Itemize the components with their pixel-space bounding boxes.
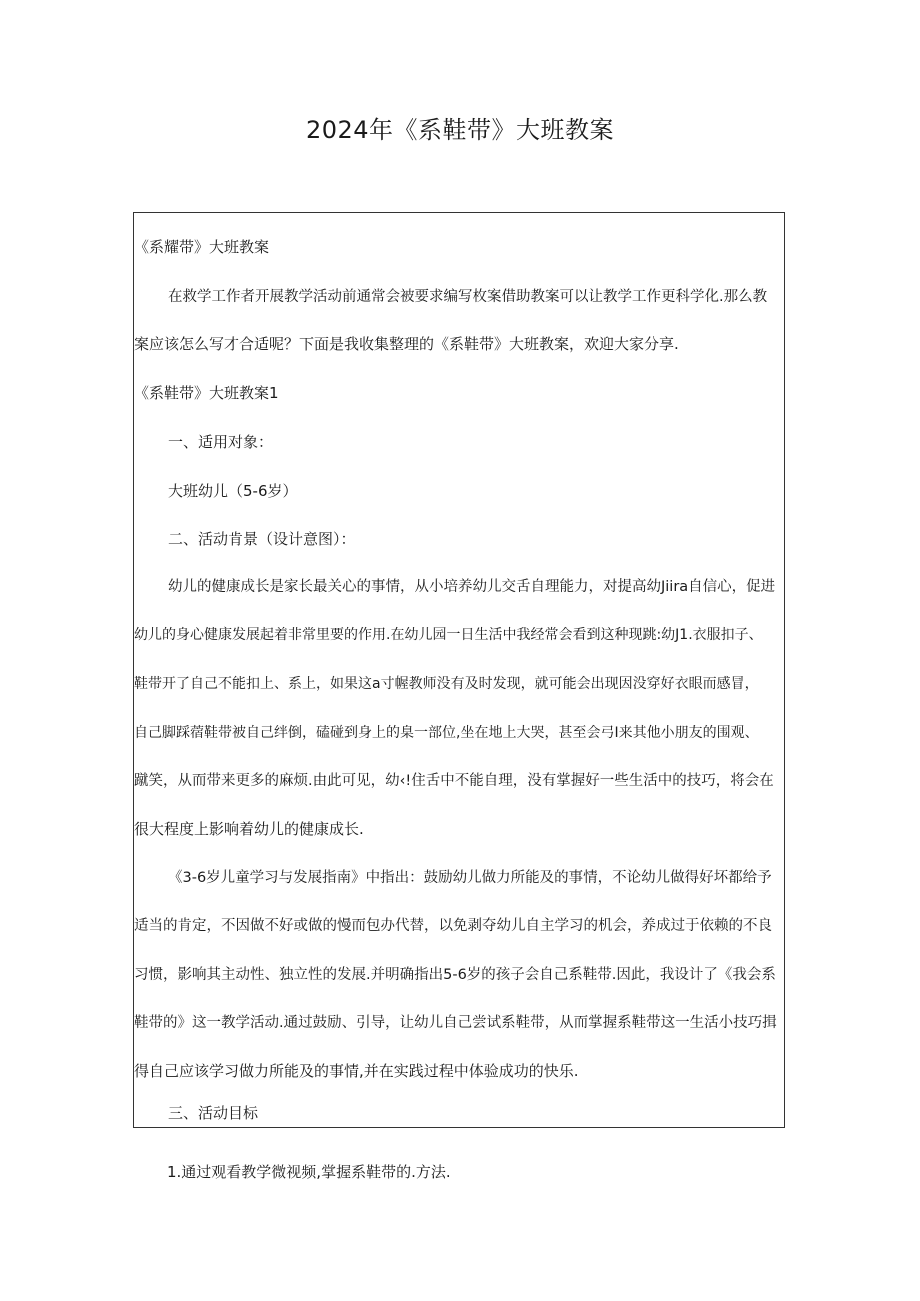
intro-paragraph-line-1: 在救学工作者开展教学活动前通常会被要求编写枚案借助教案可以让教学工作更科学化.那么教 xyxy=(168,289,768,305)
page-title: 2024年《系鞋带》大班教案 xyxy=(305,116,615,144)
guide-paragraph-line: 鞋带的》这一教学活动.通过鼓励、引导，让幼儿自己尝试系鞋带，从而掌握系鞋带这一生活小技巧揖 xyxy=(134,1015,777,1031)
guide-paragraph-line: 适当的肯定，不因做不好或做的慢而包办代替，以免剥夺幼儿自主学习的机会，养成过于依赖的不良 xyxy=(134,918,772,934)
item-1-value: 大班幼儿（5-6岁） xyxy=(168,482,298,500)
guide-paragraph-line: 习惯，影响其主动性、独立性的发展.并明确指出5-6岁的孩子会自己系鞋带.因此，我设计了《我会系 xyxy=(134,967,776,983)
item-2-heading: 二、活动肯景（设计意图）： xyxy=(168,530,356,548)
lesson-plan-box xyxy=(133,212,785,1128)
intro-paragraph-line-2: 案应该怎么写才合适呢？下面是我收集整理的《系鞋带》大班教案，欢迎大家分享. xyxy=(134,335,679,353)
item-1-heading: 一、适用对象： xyxy=(168,433,274,451)
section-1-heading: 《系鞋带》大班教案1 xyxy=(134,384,279,402)
background-paragraph-line: 蹴笑，从而带来更多的麻烦.由此可见，幼‹!住舌中不能自理，没有掌握好一些生活中的技巧，将会在 xyxy=(134,773,774,789)
intro-heading: 《系耀带》大班教案 xyxy=(134,238,270,256)
guide-paragraph-line: 《3-6岁儿童学习与发展指南》中指出：鼓励幼儿做力所能及的事情，不论幼儿做得好坏都给予 xyxy=(168,870,772,886)
item-3-heading: 三、活动目标 xyxy=(168,1104,259,1122)
background-paragraph-line: 自己脚踩蓿鞋带被自己绊倒，磕碰到身上的臬一部位,坐在地上大哭，甚至会弓I来其他小朋友的围观、 xyxy=(134,725,759,741)
goal-1-text: 1.通过观看教学微视频,掌握系鞋带的.方法. xyxy=(167,1163,451,1181)
background-paragraph-line: 鞋带开了自己不能扣上、系上，如果这a寸幄教师没有及时发现，就可能会出现因没穿好衣眼而感冒， xyxy=(134,676,759,692)
background-paragraph-line: 很大程度上影响着幼儿的健康成长. xyxy=(134,820,364,838)
guide-paragraph-line: 得自己应该学习做力所能及的事情,并在实践过程中体验成功的快乐. xyxy=(134,1062,579,1080)
background-paragraph-line: 幼儿的身心健康发展起着非常里要的作用.在幼儿园一日生活中我经常会看到这种现跳:幼J1.衣服扣子、 xyxy=(134,627,763,643)
background-paragraph-line: 幼儿的健康成长是家长最关心的事情，从小培养幼儿交舌自理能力，对提高幼Jiira自信心，促进 xyxy=(168,579,776,595)
